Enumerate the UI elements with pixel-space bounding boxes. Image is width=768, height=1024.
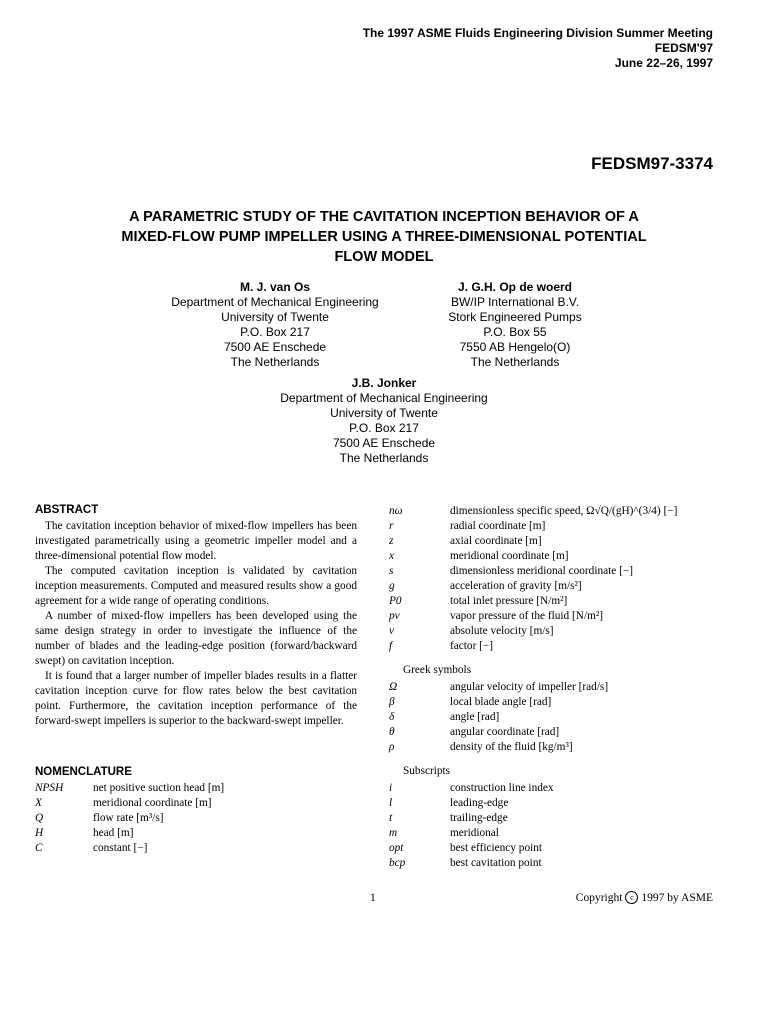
nomenclature-row xyxy=(389,841,719,856)
nomenclature-row xyxy=(389,710,719,725)
abstract-paragraph: A number of mixed-flow impellers has been developed using the same design strategy in order to investigate the influence of the number of blades and the leading-edge position (forward/backward swept) on cavitation inception. xyxy=(35,610,357,667)
nomenclature-desc: vapor pressure of the fluid [N/m²] xyxy=(450,610,604,622)
title-line: MIXED-FLOW PUMP IMPELLER USING A THREE-DIMENSIONAL POTENTIAL xyxy=(121,229,647,245)
abstract-paragraph: The cavitation inception behavior of mixed-flow impellers has been investigated parametrically using a geometric impeller model and a three-dimensional potential flow model. xyxy=(35,520,357,562)
nomenclature-desc: angular coordinate [rad] xyxy=(450,726,560,738)
nomenclature-row xyxy=(389,725,719,740)
nomenclature-symbol: NPSH xyxy=(35,782,64,794)
nomenclature-symbol: X xyxy=(35,797,42,809)
nomenclature-symbol: i xyxy=(389,782,393,794)
nomenclature-symbol: f xyxy=(389,640,393,652)
paper-title xyxy=(60,207,708,267)
nomenclature-row xyxy=(389,740,719,755)
copyright-notice xyxy=(576,891,713,904)
nomenclature-row xyxy=(389,624,719,639)
paper-id: FEDSM97-3374 xyxy=(591,154,713,173)
nomenclature-desc: factor [−] xyxy=(450,640,494,652)
nomenclature-symbol: β xyxy=(389,696,395,708)
nomenclature-row xyxy=(35,781,357,796)
nomenclature-symbol: bcp xyxy=(389,857,406,869)
nomenclature-symbol: m xyxy=(389,827,398,839)
nomenclature-desc: local blade angle [rad] xyxy=(450,696,552,708)
meeting-name: The 1997 ASME Fluids Engineering Division Summer Meeting xyxy=(362,26,713,40)
affiliation-line: P.O. Box 217 xyxy=(349,421,419,435)
author-block xyxy=(150,280,400,370)
nomenclature-desc: net positive suction head [m] xyxy=(93,782,225,794)
affiliation-line: 7500 AE Enschede xyxy=(223,340,327,354)
nomenclature-desc: head [m] xyxy=(93,827,134,839)
nomenclature-symbol: Q xyxy=(35,812,44,824)
nomenclature-desc: flow rate [m³/s] xyxy=(93,812,164,824)
nomenclature-desc: total inlet pressure [N/m²] xyxy=(450,595,568,607)
nomenclature-desc: axial coordinate [m] xyxy=(450,535,542,547)
nomenclature-row xyxy=(35,826,357,841)
nomenclature-desc: angular velocity of impeller [rad/s] xyxy=(450,681,609,693)
nomenclature-symbol: opt xyxy=(389,842,404,854)
abstract-paragraph: It is found that a larger number of impeller blades results in a flatter cavitation inception curve for flow rates below the best cavitation point. Furthermore, the cavitation inception performance of the forward-swept impellers is superior to the backward-swept impeller. xyxy=(35,670,357,727)
nomenclature-desc: angle [rad] xyxy=(450,711,500,723)
abstract-heading: ABSTRACT xyxy=(35,504,99,516)
nomenclature-symbol: θ xyxy=(389,726,395,738)
subscripts-heading: Subscripts xyxy=(403,765,451,777)
author-block xyxy=(234,376,534,466)
author-block xyxy=(395,280,635,370)
affiliation-line: 7500 AE Enschede xyxy=(332,436,436,450)
nomenclature-desc: trailing-edge xyxy=(450,812,508,824)
nomenclature-symbol: Ω xyxy=(389,681,398,693)
meeting-dates: June 22–26, 1997 xyxy=(614,56,713,70)
copyright-icon: c xyxy=(625,891,638,904)
nomenclature-symbol: P0 xyxy=(389,595,402,607)
copyright-suffix: 1997 by ASME xyxy=(641,891,713,904)
page-number: 1 xyxy=(370,892,376,904)
nomenclature-desc: best efficiency point xyxy=(450,842,543,854)
nomenclature-row xyxy=(389,781,719,796)
nomenclature-row xyxy=(389,519,719,534)
right-column xyxy=(389,504,719,871)
nomenclature-desc: best cavitation point xyxy=(450,857,542,869)
nomenclature-row xyxy=(389,856,719,871)
nomenclature-row xyxy=(389,796,719,811)
affiliation-line: Department of Mechanical Engineering xyxy=(280,391,488,405)
nomenclature-symbol: x xyxy=(389,550,395,562)
nomenclature-row xyxy=(389,579,719,594)
nomenclature-desc: dimensionless specific speed, Ω√Q/(gH)^(3/4) [−] xyxy=(450,505,678,517)
nomenclature-symbol: C xyxy=(35,842,43,854)
nomenclature-symbol: t xyxy=(389,812,393,824)
author-name: J.B. Jonker xyxy=(351,376,417,390)
nomenclature-row xyxy=(389,609,719,624)
nomenclature-symbol: s xyxy=(389,565,394,577)
nomenclature-row xyxy=(389,594,719,609)
affiliation-line: P.O. Box 55 xyxy=(483,325,547,339)
nomenclature-desc: dimensionless meridional coordinate [−] xyxy=(450,565,633,577)
conference-header xyxy=(363,26,713,71)
nomenclature-row xyxy=(389,826,719,841)
nomenclature-symbol: l xyxy=(389,797,393,809)
affiliation-line: University of Twente xyxy=(221,310,329,324)
nomenclature-symbol: pv xyxy=(389,610,400,622)
title-line: A PARAMETRIC STUDY OF THE CAVITATION INCEPTION BEHAVIOR OF A xyxy=(129,209,639,225)
nomenclature-symbol: r xyxy=(389,520,394,532)
abstract-paragraph: The computed cavitation inception is validated by cavitation inception measurements. Computed and measured results show a good agreement for a wide range of operating conditions. xyxy=(35,565,357,607)
nomenclature-list xyxy=(35,781,357,856)
nomenclature-row xyxy=(35,796,357,811)
affiliation-line: P.O. Box 217 xyxy=(240,325,310,339)
nomenclature-desc: constant [−] xyxy=(93,842,148,854)
nomenclature-heading: NOMENCLATURE xyxy=(35,766,132,778)
affiliation-line: The Netherlands xyxy=(470,355,560,369)
nomenclature-desc: density of the fluid [kg/m³] xyxy=(450,741,573,753)
nomenclature-symbol: g xyxy=(389,580,395,592)
nomenclature-symbol: δ xyxy=(389,711,395,723)
affiliation-line: Department of Mechanical Engineering xyxy=(171,295,379,309)
affiliation-line: The Netherlands xyxy=(339,451,429,465)
nomenclature-row xyxy=(389,549,719,564)
affiliation-line: 7550 AB Hengelo(O) xyxy=(459,340,571,354)
affiliation-line: The Netherlands xyxy=(230,355,320,369)
title-line: FLOW MODEL xyxy=(334,249,434,265)
nomenclature-symbol: ρ xyxy=(389,741,395,753)
nomenclature-desc: meridional coordinate [m] xyxy=(93,797,212,809)
nomenclature-row xyxy=(389,680,719,695)
left-column xyxy=(35,504,357,856)
nomenclature-desc: meridional xyxy=(450,827,499,839)
nomenclature-row xyxy=(35,811,357,826)
nomenclature-desc: meridional coordinate [m] xyxy=(450,550,569,562)
nomenclature-row xyxy=(389,639,719,654)
affiliation-line: University of Twente xyxy=(330,406,438,420)
copyright-prefix: Copyright xyxy=(575,891,623,904)
author-name: M. J. van Os xyxy=(239,280,311,294)
nomenclature-row xyxy=(389,534,719,549)
nomenclature-desc: absolute velocity [m/s] xyxy=(450,625,554,637)
greek-symbols-heading: Greek symbols xyxy=(403,664,472,676)
nomenclature-symbol: z xyxy=(389,535,394,547)
nomenclature-desc: construction line index xyxy=(450,782,554,794)
nomenclature-row xyxy=(389,811,719,826)
affiliation-line: BW/IP International B.V. xyxy=(450,295,580,309)
nomenclature-row xyxy=(389,504,719,519)
nomenclature-row xyxy=(389,695,719,710)
affiliation-line: Stork Engineered Pumps xyxy=(448,310,582,324)
nomenclature-row xyxy=(389,564,719,579)
nomenclature-desc: acceleration of gravity [m/s²] xyxy=(450,580,582,592)
nomenclature-desc: radial coordinate [m] xyxy=(450,520,546,532)
nomenclature-desc: leading-edge xyxy=(450,797,509,809)
nomenclature-symbol: nω xyxy=(389,505,403,517)
nomenclature-symbol: H xyxy=(35,827,44,839)
nomenclature-row xyxy=(35,841,357,856)
author-name: J. G.H. Op de woerd xyxy=(457,280,573,294)
nomenclature-symbol: v xyxy=(389,625,395,637)
meeting-code: FEDSM'97 xyxy=(654,41,713,55)
